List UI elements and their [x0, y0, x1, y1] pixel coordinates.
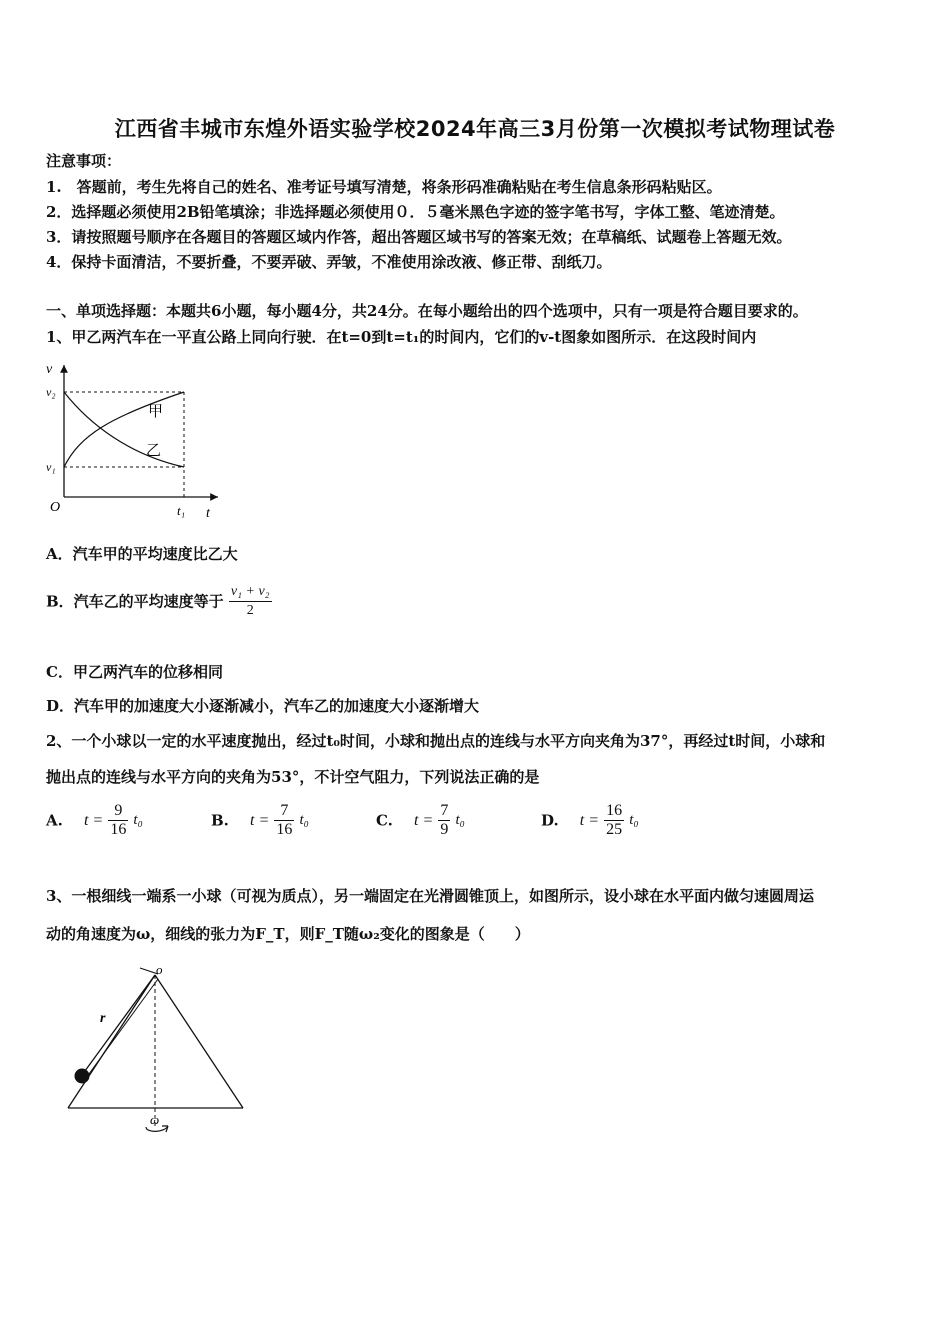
equation-fraction [438, 802, 450, 839]
equation-lhs: t = [414, 811, 434, 829]
equation-rhs: t₀ [299, 812, 309, 828]
t-axis-label: t [206, 506, 210, 521]
ball [75, 1069, 90, 1084]
omega-label: ω [150, 1112, 160, 1127]
fraction-numerator: 9 [114, 802, 123, 819]
fraction-denominator: 2 [229, 601, 272, 620]
notice-item: 3．请按照题号顺序在各题目的答题区域内作答，超出答题区域书写的答案无效；在草稿纸、试题卷上答题无效。 [46, 228, 792, 246]
fraction-numerator: 7 [440, 802, 449, 819]
cone-left-edge [68, 975, 155, 1108]
q1-option-a: A．汽车甲的平均速度比乙大 [46, 545, 238, 563]
fraction-numerator: 7 [280, 802, 289, 819]
q1-option-d: D．汽车甲的加速度大小逐渐减小，汽车乙的加速度大小逐渐增大 [46, 697, 480, 715]
option-label: C. [376, 811, 393, 830]
v-axis-label: v [46, 362, 53, 377]
q1-option-b-fraction [229, 583, 272, 620]
q1-option-b [46, 583, 272, 620]
equation-lhs: t = [579, 811, 600, 829]
fraction-numerator: 16 [606, 802, 623, 819]
equation-fraction [604, 802, 624, 839]
string-line [82, 975, 155, 1075]
q1-option-c: C．甲乙两汽车的位移相同 [46, 663, 223, 681]
curve-yi-label: 乙 [146, 443, 162, 459]
cone-right-edge [155, 975, 243, 1108]
v1-label: v₁ [46, 460, 56, 474]
t1-label: t₁ [177, 503, 186, 518]
option-label: D. [541, 811, 559, 830]
q1-stem: 1、甲乙两汽车在一平直公路上同向行驶．在t=0到t=t₁的时间内，它们的v-t图象如图所示．在这段时间内 [46, 328, 757, 346]
q2-option-a [46, 802, 143, 839]
v2-label: v₂ [46, 385, 56, 399]
q3-stem-line1: 3、一根细线一端系一小球（可视为质点），另一端固定在光滑圆锥顶上，如图所示，设小球在水平面内做匀速圆周运 [46, 887, 814, 905]
option-label: B. [211, 811, 229, 830]
curve-jia-label: 甲 [148, 404, 164, 420]
fraction-numerator: v₁ + v₂ [230, 584, 270, 599]
origin-label: O [50, 500, 61, 515]
string-line-outer [86, 979, 158, 1078]
notice-item: 4．保持卡面清洁，不要折叠，不要弄破、弄皱，不准使用涂改液、修正带、刮纸刀。 [46, 253, 612, 271]
fraction-denominator: 16 [276, 821, 293, 838]
q1-vt-graph [40, 355, 240, 525]
notice-item: 2．选择题必须使用2B铅笔填涂；非选择题必须使用０．５毫米黑色字迹的签字笔书写，字体工整、笔迹清楚。 [46, 203, 785, 221]
fraction-denominator: 9 [440, 821, 449, 838]
fraction-denominator: 25 [606, 821, 623, 838]
curve-yi [64, 392, 184, 467]
section-heading: 一、单项选择题：本题共6小题，每小题4分，共24分。在每小题给出的四个选项中，只有一项是符合题目要求的。 [46, 302, 808, 320]
q2-stem-line2: 抛出点的连线与水平方向的夹角为53°，不计空气阻力，下列说法正确的是 [46, 768, 540, 786]
equation-rhs: t₀ [455, 812, 465, 828]
equation-fraction [108, 802, 128, 839]
equation-rhs: t₀ [133, 812, 143, 828]
q3-stem-line2: 动的角速度为ω，细线的张力为F_T，则F_T随ω₂变化的图象是（ ） [46, 925, 530, 943]
string-label: r [100, 1011, 106, 1026]
equation-lhs: t = [83, 811, 104, 829]
fraction-denominator: 16 [110, 821, 127, 838]
apex-label: o [156, 962, 163, 977]
equation-fraction [274, 802, 294, 839]
notice-item: 1. 答题前，考生先将自己的姓名、准考证号填写清楚，将条形码准确粘贴在考生信息条形码粘贴区。 [46, 178, 722, 196]
q2-stem-line1: 2、一个小球以一定的水平速度抛出，经过t₀时间，小球和抛出点的连线与水平方向夹角为37°，再经过t时间，小球和 [46, 732, 826, 750]
q2-option-c [376, 802, 465, 839]
notice-heading: 注意事项： [46, 152, 122, 170]
q2-option-d [541, 802, 639, 839]
curve-jia [64, 392, 184, 467]
q3-cone-figure [60, 960, 260, 1140]
equation-lhs: t = [250, 811, 270, 829]
q1-option-b-text: B．汽车乙的平均速度等于 [46, 592, 224, 611]
option-label: A. [46, 811, 63, 830]
page-title: 江西省丰城市东煌外语实验学校2024年高三3月份第一次模拟考试物理试卷 [114, 117, 836, 141]
q2-option-b [211, 802, 309, 839]
equation-rhs: t₀ [629, 812, 639, 828]
